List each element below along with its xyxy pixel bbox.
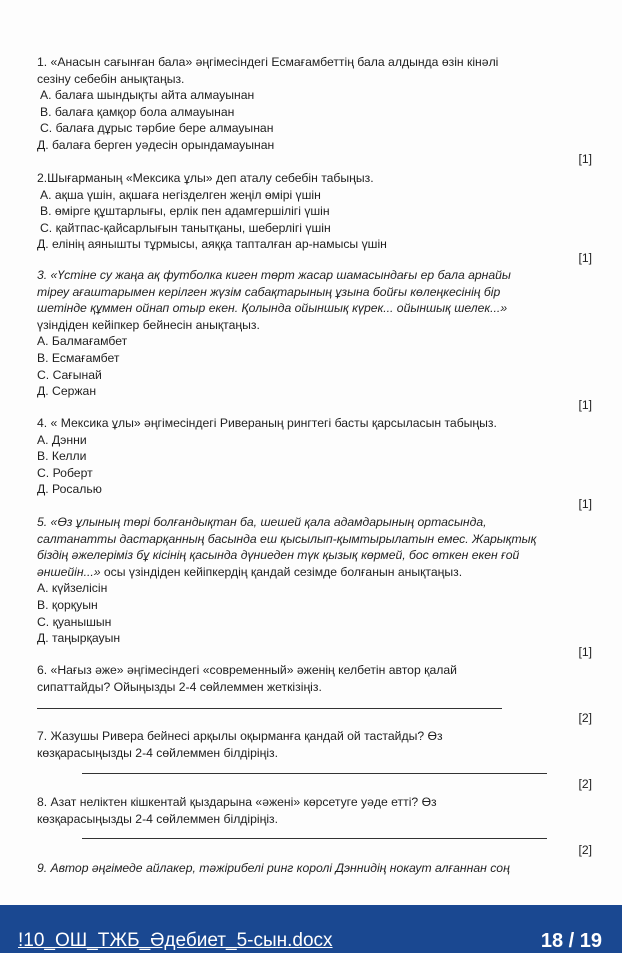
option-a: А. балаға шындықты айта алмауынан: [40, 88, 255, 103]
option-b: В. өмірге құштарлығы, ерлік пен адамгершілігі үшін: [40, 204, 330, 219]
score-mark: [1]: [578, 497, 592, 511]
option-a: А. ақша үшін, ақшаға негізделген жеңіл өмірі үшін: [40, 187, 321, 202]
question-9: [37, 860, 582, 877]
question-8: [37, 794, 582, 827]
question-text: сезіну себебін анықтаңыз.: [37, 71, 185, 86]
question-text: 2.Шығарманың «Мексика ұлы» деп аталу себебін табыңыз.: [37, 171, 374, 185]
question-text: көзқарасыңызды 2-4 сөйлеммен білдіріңіз.: [37, 811, 279, 826]
option-c: С. Сағынай: [37, 367, 102, 382]
question-text: 1. «Анасын сағынған бала» әңгімесіндегі Есмағамбеттің бала алдында өзін кінәлі: [37, 55, 499, 69]
score-mark: [1]: [578, 645, 592, 659]
score-mark: [2]: [578, 777, 592, 791]
quote-text: әншейін...»: [37, 564, 101, 579]
question-text: осы үзіндіден кейіпкердің қандай сезімде болғанын анықтаңыз.: [100, 564, 463, 579]
question-text: 6. «Нағыз әже» әңгімесіндегі «современный» әженің келбетін автор қалай: [37, 663, 457, 677]
option-c: С. қайтпас-қайсарлығын танытқаны, шеберлігі үшін: [40, 220, 331, 235]
option-a: А. Дэнни: [37, 432, 87, 447]
score-mark: [1]: [578, 152, 592, 166]
option-b: В. балаға қамқор бола алмауынан: [40, 104, 235, 119]
quote-text: тіреу ағаштарымен керілген жүзім сабақтарының ұзына бойғы көлеңкесінің бір: [37, 284, 501, 299]
quote-text: біздің әжелеріміз бұ кісінің қасында дүниеден түк қызық көрмей, бос өткен екен ғой: [37, 548, 520, 563]
option-d: Д. Росалью: [37, 482, 102, 497]
question-text: 7. Жазушы Ривера бейнесі арқылы оқырманға қандай ой тастайды? Өз: [37, 729, 443, 743]
option-a: А. Балмағамбет: [37, 334, 128, 349]
quote-text: 9. Автор әңгімеде айлакер, тәжірибелі ринг королі Дэннидің нокаут алғаннан соң: [37, 861, 510, 875]
page-counter: 18 / 19: [540, 930, 602, 952]
question-4: [37, 415, 582, 498]
question-6: [37, 662, 582, 695]
option-c: С. балаға дұрыс тәрбие бере алмауынан: [40, 121, 274, 136]
document-filename[interactable]: !10_ОШ_ТЖБ_Әдебиет_5-сын.docx: [18, 930, 333, 951]
question-text: 8. Азат неліктен кішкентай қыздарына «әжені» көрсетуге уәде етті? Өз: [37, 795, 437, 809]
question-2: [37, 170, 582, 253]
question-text: 4. « Мексика ұлы» әңгімесіндегі Ривераның рингтегі басты қарсыласын табыңыз.: [37, 416, 497, 430]
option-d: Д. балаға берген уәдесін орындамауынан: [37, 137, 275, 152]
score-mark: [2]: [578, 843, 592, 857]
score-mark: [1]: [578, 398, 592, 412]
option-b: В. қорқуын: [37, 597, 98, 612]
question-3: [37, 267, 582, 400]
option-c: С. қуанышын: [37, 614, 112, 629]
quote-text: шетінде құммен ойнап отыр екен. Қолында ойыншық күрек... ойыншық шелек...»: [37, 301, 508, 316]
option-b: В. Келли: [37, 449, 87, 464]
answer-line: [37, 708, 502, 709]
option-c: С. Роберт: [37, 465, 93, 480]
quote-text: 3. «Үстіне су жаңа ақ футболка киген төрт жасар шамасындағы ер бала арнайы: [37, 268, 511, 282]
question-text: [37, 564, 582, 581]
quote-text: салтанатты дастарқанның басында еш қысылып-қымтырылатын емес. Жарықтық: [37, 531, 537, 546]
option-d: Д. елінің аянышты тұрмысы, аяққа тапталған ар-намысы үшін: [37, 237, 387, 252]
score-mark: [2]: [578, 711, 592, 725]
question-text: көзқарасыңызды 2-4 сөйлеммен білдіріңіз.: [37, 745, 279, 760]
question-5: [37, 514, 582, 647]
score-mark: [1]: [578, 251, 592, 265]
option-d: Д. таңырқауын: [37, 631, 121, 646]
option-d: Д. Сержан: [37, 384, 97, 399]
question-7: [37, 728, 582, 761]
question-text: сипаттайды? Ойыңызды 2-4 сөйлеммен жеткізіңіз.: [37, 679, 322, 694]
quote-text: 5. «Өз ұлының төрі болғандықтан ба, шешей қала адамдарының ортасында,: [37, 515, 487, 529]
question-text: үзіндіден кейіпкер бейнесін анықтаңыз.: [37, 317, 260, 332]
question-1: [37, 54, 582, 154]
option-a: А. күйзелісін: [37, 581, 108, 596]
option-b: В. Есмағамбет: [37, 350, 120, 365]
answer-line: [82, 773, 547, 774]
document-footer-bar: [0, 905, 622, 953]
answer-line: [82, 838, 547, 839]
